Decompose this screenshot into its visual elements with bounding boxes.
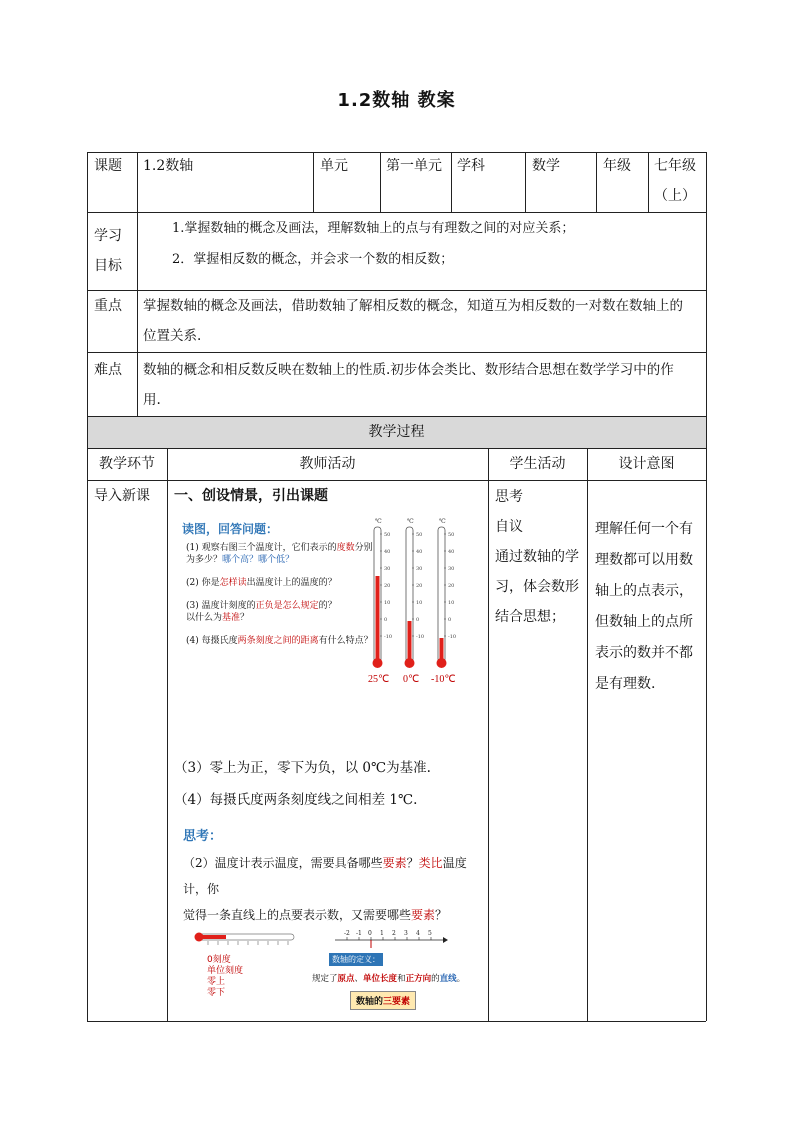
thermo-label-1: 25℃ [368, 674, 390, 685]
key-point-line-1: 掌握数轴的概念及画法，借助数轴了解相反数的概念，知道互为相反数的一对数在数轴上的 [143, 298, 683, 314]
difficulty-label: 难点 [94, 362, 122, 378]
thermo-3-unit: ℃ [439, 518, 446, 525]
thermo-1-unit: ℃ [375, 518, 382, 525]
question-1: (1) 观察右图三个温度计，它们表示的度数分别为多少？哪个高？哪个低？ [186, 543, 373, 565]
thermo-tick-label: -10 [384, 634, 393, 640]
thermo-tick-label: 30 [416, 566, 423, 572]
think-text [183, 850, 473, 928]
difficulty-line-2: 用. [143, 392, 161, 408]
thermometer-1 [373, 518, 383, 668]
axis-definition: 规定了原点、单位长度和正方向的直线。 [312, 974, 466, 984]
objective-item-2: 2．掌握相反数的概念，并会求一个数的相反数； [172, 252, 454, 267]
grade-value-line1: 七年级 [654, 158, 696, 174]
think-title: 思考： [183, 829, 223, 844]
thermo-tick-label: -10 [416, 634, 425, 640]
process-band-title: 教学过程 [368, 424, 425, 440]
axis-tick-label: 1 [380, 930, 384, 937]
thermo-tick-label: 50 [384, 532, 391, 538]
thermo-tick-label: 30 [384, 566, 391, 572]
unit-label: 单元 [320, 158, 348, 174]
student-activity [495, 482, 579, 632]
subject-label: 学科 [457, 158, 485, 174]
axis-definition-label: 数轴的定义： [329, 953, 383, 966]
thermometer-figure [172, 512, 482, 688]
legend-zero: 0刻度 [207, 955, 231, 965]
thermo-label-3: -10℃ [431, 674, 456, 685]
thermo-tick-label: 0 [384, 617, 388, 623]
objectives-label-1: 学习 [94, 228, 122, 244]
col-intent: 设计意图 [618, 456, 675, 472]
col-teacher: 教师活动 [299, 456, 356, 472]
thermo-tick-label: 30 [448, 566, 455, 572]
thermo-tick-label: 40 [448, 549, 455, 555]
intent-line-4: 但数轴上的点所 [595, 614, 693, 630]
question-3: (3) 温度计刻度的正负是怎么规定的？ 以什么为基准？ [186, 601, 337, 623]
thermo-tick-label: 20 [416, 583, 423, 589]
student-line-3: 通过数轴的学 [495, 549, 579, 565]
thermo-2-unit: ℃ [407, 518, 414, 525]
axis-tick-label: 5 [428, 930, 432, 937]
axis-tick-label: 4 [416, 930, 420, 937]
thermo-tick-label: 10 [384, 600, 391, 606]
number-line [335, 930, 448, 948]
thermometer-2 [405, 518, 415, 668]
legend-below: 零下 [207, 988, 226, 998]
read-title: 读图，回答问题： [182, 522, 279, 536]
think-line-2: 觉得一条直线上的点要表示数，又需要哪些要素？ [183, 908, 448, 922]
thermo-label-2: 0℃ [403, 674, 420, 685]
objective-item-1: 1.掌握数轴的概念及画法，理解数轴上的点与有理数之间的对应关系； [172, 221, 575, 236]
student-line-2: 自议 [495, 519, 523, 535]
thermo-tick-label: 50 [448, 532, 455, 538]
grade-label: 年级 [603, 158, 631, 174]
student-line-4: 习，体会数形 [495, 579, 579, 595]
question-4: (4) 每摄氏度两条刻度之间的距离有什么特点？ [186, 636, 373, 646]
unit-value: 第一单元 [386, 158, 442, 174]
intent-line-6: 是有理数. [595, 676, 656, 692]
student-line-1: 思考 [495, 489, 523, 505]
think-line-1: （2）温度计表示温度，需要具备哪些要素？类比温度计，你 [183, 856, 467, 896]
thermometers-svg [172, 512, 482, 688]
intent-line-2: 理数都可以用数 [595, 552, 693, 568]
three-elements-box: 数轴的三要素 [350, 991, 416, 1010]
student-line-5: 结合思想； [495, 609, 565, 625]
course-value: 1.2数轴 [143, 158, 194, 174]
thermo-legend [207, 955, 243, 999]
key-point-line-2: 位置关系. [143, 328, 202, 344]
intent-line-1: 理解任何一个有 [595, 521, 693, 537]
axis-tick-label: 0 [368, 930, 372, 937]
design-intent [595, 514, 693, 700]
thermo-tick-label: 10 [416, 600, 423, 606]
grade-value-line2: （上） [654, 188, 696, 204]
objectives-label-2: 目标 [94, 258, 122, 274]
intent-line-3: 轴上的点表示， [595, 583, 693, 599]
course-label: 课题 [94, 158, 122, 174]
thermo-tick-label: -10 [448, 634, 457, 640]
section-title: 一、创设情景，引出课题 [174, 488, 328, 504]
answer-3: （3）零上为正，零下为负，以 0℃为基准. [174, 760, 431, 776]
axis-tick-label: -2 [344, 930, 350, 937]
thermo-tick-label: 0 [448, 617, 452, 623]
thermo-tick-label: 0 [416, 617, 420, 623]
legend-above: 零上 [207, 977, 226, 987]
thermo-tick-label: 40 [384, 549, 391, 555]
axis-tick-label: -1 [356, 930, 362, 937]
axis-tick-label: 2 [392, 930, 396, 937]
axis-tick-label: 3 [404, 930, 408, 937]
col-stage: 教学环节 [99, 456, 155, 472]
subject-value: 数学 [532, 158, 560, 174]
thermo-tick-label: 10 [448, 600, 455, 606]
difficulty-line-1: 数轴的概念和相反数反映在数轴上的性质.初步体会类比、数形结合思想在数学学习中的作 [143, 362, 674, 378]
key-point-label: 重点 [94, 298, 122, 314]
horizontal-thermometer [195, 933, 295, 946]
page-title: 1.2数轴 教案 [337, 90, 456, 111]
thermo-tick-label: 20 [384, 583, 391, 589]
stage-name: 导入新课 [94, 488, 150, 504]
thermometer-3 [437, 518, 447, 668]
col-student: 学生活动 [509, 456, 566, 472]
thermo-tick-label: 40 [416, 549, 423, 555]
question-2: (2) 你是怎样读出温度计上的温度的？ [186, 578, 337, 588]
intent-line-5: 表示的数并不都 [595, 645, 693, 661]
legend-unit: 单位刻度 [207, 966, 244, 976]
answer-4: （4）每摄氏度两条刻度线之间相差 1℃. [174, 792, 418, 808]
thermo-tick-label: 50 [416, 532, 423, 538]
thermo-tick-label: 20 [448, 583, 455, 589]
